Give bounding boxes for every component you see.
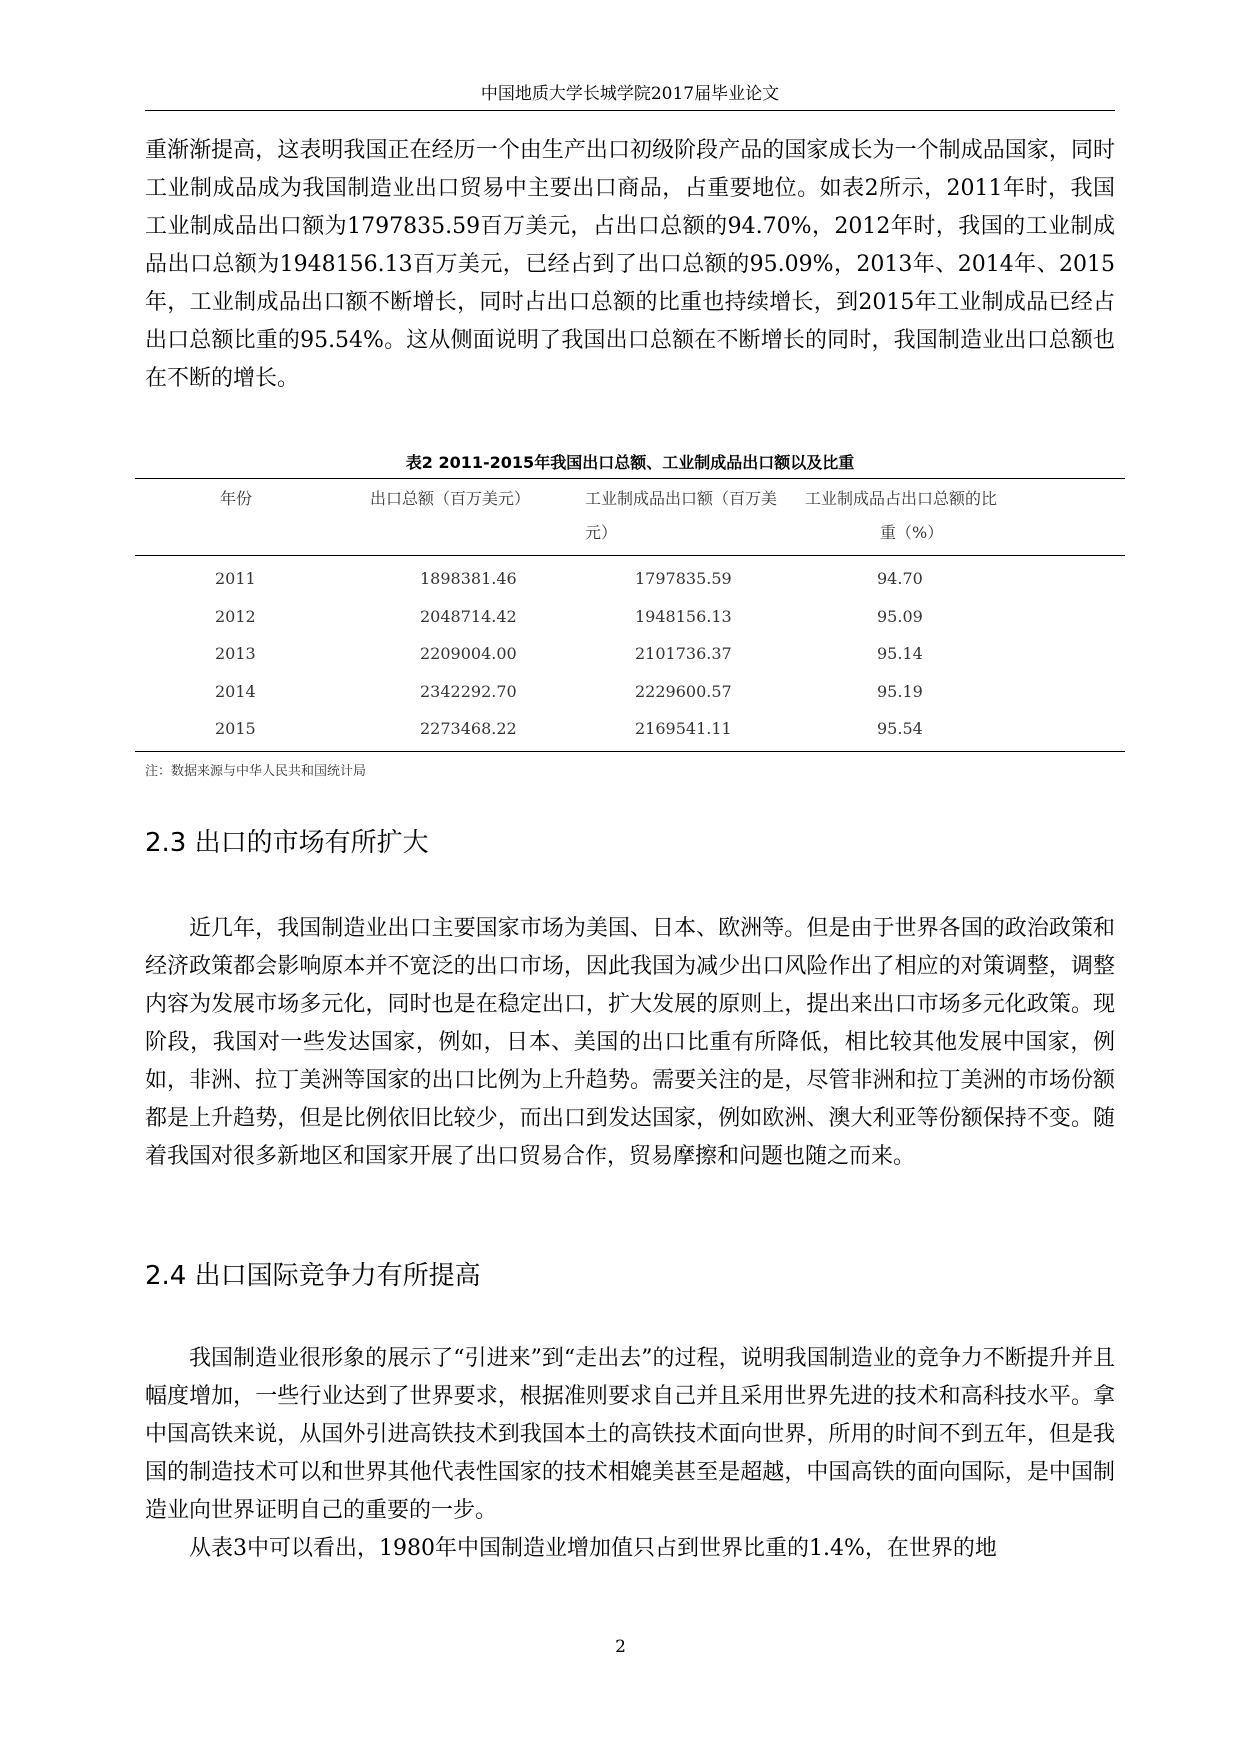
cell-year: 2013 bbox=[215, 644, 256, 663]
table-row bbox=[135, 711, 1125, 749]
paragraph-section-2-4: 我国制造业很形象的展示了“引进来”到“走出去”的过程，说明我国制造业的竞争力不断提升并且幅度增加，一些行业达到了世界要求，根据准则要求自己并且采用世界先进的技术和高科技水平。拿中国高铁来说，从国外引进高铁技术到我国本土的高铁技术面向世界，所用的时间不到五年，但是我国的制造技术可以和世界其他代表性国家的技术相媲美甚至是超越，中国高铁的面向国际，是中国制造业向世界证明自己的重要的一步。 bbox=[145, 1346, 1115, 1523]
table-row bbox=[135, 599, 1125, 637]
page-header: 中国地质大学长城学院2017届毕业论文 bbox=[145, 78, 1115, 111]
cell-year: 2011 bbox=[215, 569, 256, 588]
paragraph-section-2-4-cont: 从表3中可以看出，1980年中国制造业增加值只占到世界比重的1.4%，在世界的地 bbox=[189, 1536, 997, 1561]
page-number: 2 bbox=[615, 1637, 626, 1657]
cell-manufactured: 2101736.37 bbox=[635, 644, 732, 663]
section-heading-2-3: 2.3 出口的市场有所扩大 bbox=[145, 828, 429, 858]
paragraph-section-2-3: 近几年，我国制造业出口主要国家市场为美国、日本、欧洲等。但是由于世界各国的政治政策和经济政策都会影响原本并不宽泛的出口市场，因此我国为减少出口风险作出了相应的对策调整，调整内容为发展市场多元化，同时也是在稳定出口，扩大发展的原则上，提出来出口市场多元化政策。现阶段，我国对一些发达国家，例如，日本、美国的出口比重有所降低，相比较其他发展中国家，例如，非洲、拉丁美洲等国家的出口比例为上升趋势。需要关注的是，尽管非洲和拉丁美洲的市场份额都是上升趋势，但是比例依旧比较少，而出口到发达国家，例如欧洲、澳大利亚等份额保持不变。随着我国对很多新地区和国家开展了出口贸易合作，贸易摩擦和问题也随之而来。 bbox=[145, 916, 1115, 1169]
header-ratio-cont: 重（%） bbox=[880, 523, 944, 542]
cell-manufactured: 1948156.13 bbox=[635, 606, 732, 626]
cell-manufactured: 2229600.57 bbox=[635, 681, 732, 701]
header-manufactured-exports: 工业制成品出口额（百万美 bbox=[585, 489, 778, 508]
header-ratio: 工业制成品占出口总额的比 bbox=[805, 489, 998, 508]
table-note: 注：数据来源与中华人民共和国统计局 bbox=[145, 764, 367, 779]
paragraph-intro: 重渐渐提高，这表明我国正在经历一个由生产出口初级阶段产品的国家成长为一个制成品国家，同时工业制成品成为我国制造业出口贸易中主要出口商品，占重要地位。如表2所示，2011年时，我国工业制成品出口额为1797835.59百万美元，占出口总额的94.70%，2012年时，我国的工业制成品出口总额为1948156.13百万美元，已经占到了出口总额的95.09%，2013年、2014年、2015年，工业制成品出口额不断增长，同时占出口总额的比重也持续增长，到2015年工业制成品已经占出口总额比重的95.54%。这从侧面说明了我国出口总额在不断增长的同时，我国制造业出口总额也在不断的增长。 bbox=[145, 138, 1115, 391]
table-title: 表2 2011-2015年我国出口总额、工业制成品出口额以及比重 bbox=[405, 453, 855, 472]
cell-total: 2048714.42 bbox=[420, 606, 517, 626]
table-row bbox=[135, 674, 1125, 712]
table-row bbox=[135, 636, 1125, 674]
cell-ratio: 95.19 bbox=[877, 681, 923, 701]
cell-total: 2342292.70 bbox=[420, 681, 517, 701]
data-table bbox=[135, 478, 1125, 752]
table-row bbox=[135, 561, 1125, 599]
cell-ratio: 95.14 bbox=[877, 644, 923, 663]
cell-ratio: 95.09 bbox=[877, 606, 923, 626]
table-header-row bbox=[135, 479, 1125, 556]
cell-total: 2273468.22 bbox=[420, 719, 517, 738]
header-year: 年份 bbox=[220, 489, 253, 508]
cell-ratio: 95.54 bbox=[877, 719, 923, 738]
cell-total: 1898381.46 bbox=[420, 569, 517, 588]
cell-total: 2209004.00 bbox=[420, 644, 517, 663]
cell-year: 2014 bbox=[215, 681, 256, 701]
cell-year: 2015 bbox=[215, 719, 256, 738]
header-manufactured-exports-cont: 元） bbox=[585, 523, 618, 542]
cell-ratio: 94.70 bbox=[877, 569, 923, 588]
cell-manufactured: 2169541.11 bbox=[635, 719, 732, 738]
header-total-exports: 出口总额（百万美元） bbox=[370, 489, 531, 508]
cell-manufactured: 1797835.59 bbox=[635, 569, 732, 588]
section-heading-2-4: 2.4 出口国际竞争力有所提高 bbox=[145, 1261, 481, 1291]
cell-year: 2012 bbox=[215, 606, 256, 626]
table-body bbox=[135, 556, 1125, 751]
